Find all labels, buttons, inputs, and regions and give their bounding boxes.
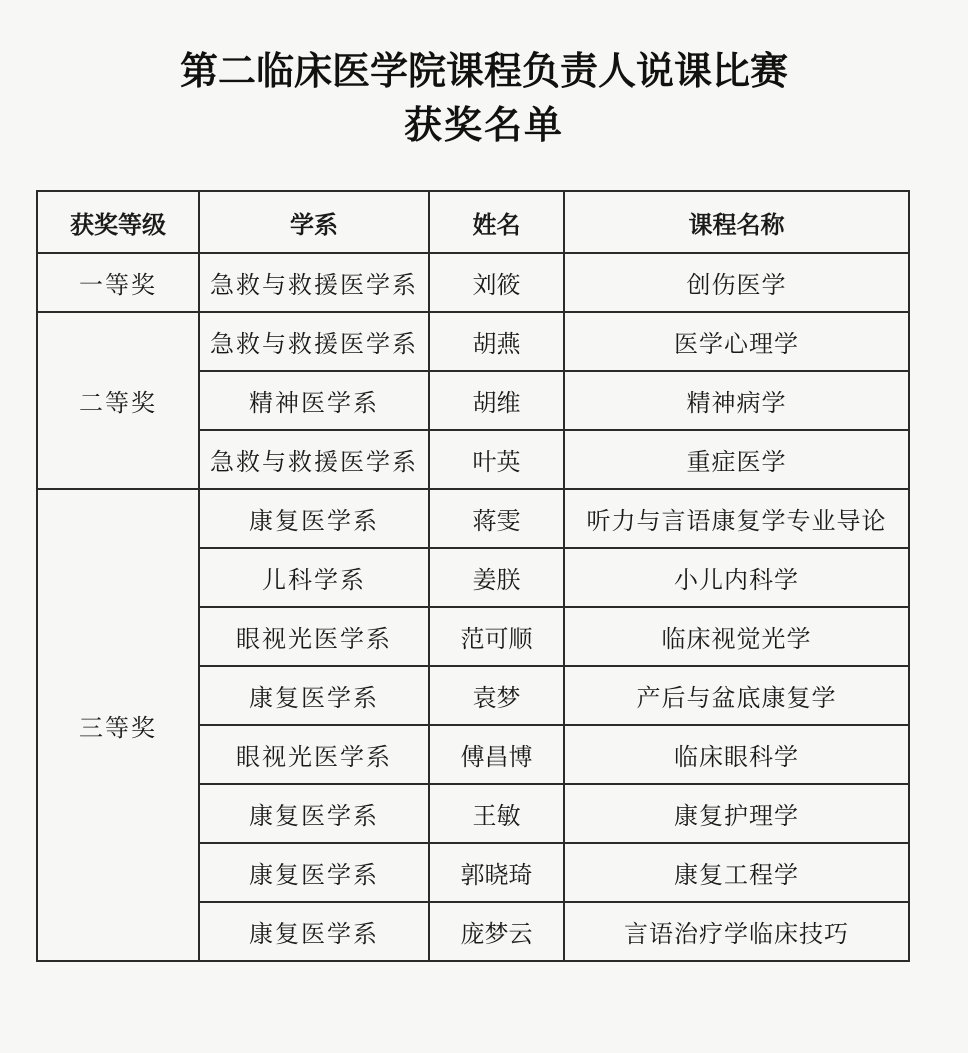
course-cell: 精神病学	[564, 371, 909, 430]
header-name: 姓名	[429, 191, 564, 253]
course-cell: 康复护理学	[564, 784, 909, 843]
course-cell: 临床眼科学	[564, 725, 909, 784]
course-cell: 听力与言语康复学专业导论	[564, 489, 909, 548]
department-cell: 急救与救援医学系	[199, 430, 429, 489]
course-cell: 重症医学	[564, 430, 909, 489]
department-cell: 眼视光医学系	[199, 725, 429, 784]
course-cell: 临床视觉光学	[564, 607, 909, 666]
table-row	[37, 489, 909, 548]
name-cell: 袁梦	[429, 666, 564, 725]
department-cell: 康复医学系	[199, 784, 429, 843]
course-cell: 小儿内科学	[564, 548, 909, 607]
document-subtitle: 获奖名单	[403, 103, 564, 147]
department-cell: 康复医学系	[199, 666, 429, 725]
name-cell: 郭晓琦	[429, 843, 564, 902]
department-cell: 康复医学系	[199, 489, 429, 548]
department-cell: 急救与救援医学系	[199, 312, 429, 371]
document-title: 第二临床医学院课程负责人说课比赛	[179, 49, 788, 93]
award-table	[36, 190, 910, 962]
name-cell: 刘筱	[429, 253, 564, 312]
name-cell: 蒋雯	[429, 489, 564, 548]
table-row	[37, 253, 909, 312]
header-award-level: 获奖等级	[37, 191, 199, 253]
table-row	[37, 312, 909, 371]
department-cell: 康复医学系	[199, 902, 429, 961]
award-level-cell: 二等奖	[37, 312, 199, 489]
name-cell: 王敏	[429, 784, 564, 843]
name-cell: 范可顺	[429, 607, 564, 666]
department-cell: 儿科学系	[199, 548, 429, 607]
name-cell: 姜朕	[429, 548, 564, 607]
name-cell: 胡维	[429, 371, 564, 430]
department-cell: 精神医学系	[199, 371, 429, 430]
course-cell: 康复工程学	[564, 843, 909, 902]
course-cell: 产后与盆底康复学	[564, 666, 909, 725]
name-cell: 傅昌博	[429, 725, 564, 784]
award-level-cell: 三等奖	[37, 489, 199, 961]
course-cell: 创伤医学	[564, 253, 909, 312]
name-cell: 庞梦云	[429, 902, 564, 961]
table-header-row	[37, 191, 909, 253]
award-level-cell: 一等奖	[37, 253, 199, 312]
name-cell: 叶英	[429, 430, 564, 489]
header-department: 学系	[199, 191, 429, 253]
department-cell: 眼视光医学系	[199, 607, 429, 666]
header-course: 课程名称	[564, 191, 909, 253]
department-cell: 急救与救援医学系	[199, 253, 429, 312]
name-cell: 胡燕	[429, 312, 564, 371]
department-cell: 康复医学系	[199, 843, 429, 902]
course-cell: 言语治疗学临床技巧	[564, 902, 909, 961]
course-cell: 医学心理学	[564, 312, 909, 371]
